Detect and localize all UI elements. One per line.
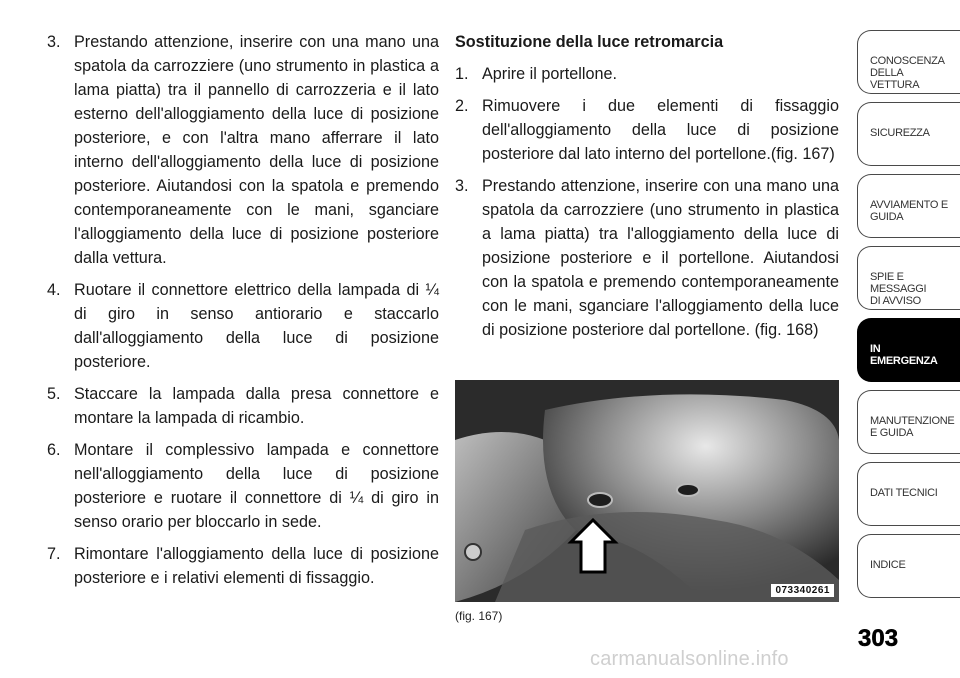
list-item xyxy=(47,382,439,430)
list-item xyxy=(47,30,439,270)
tab-label: SPIE E MESSAGGI DI AVVISO xyxy=(870,271,927,307)
step-number: 3. xyxy=(455,177,469,195)
tab-label: SICUREZZA xyxy=(870,127,930,139)
tab-label: IN EMERGENZA xyxy=(870,343,938,367)
step-text: Aprire il portellone. xyxy=(482,65,617,83)
step-text: Rimontare l'alloggiamento della luce di posizione posteriore e i relativi elementi di fissaggio. xyxy=(74,545,439,587)
right-steps-list xyxy=(455,62,839,342)
chapter-tabs xyxy=(857,30,960,606)
tail-light-housing-illustration xyxy=(455,380,839,602)
figure-caption: (fig. 167) xyxy=(455,609,503,623)
step-number: 7. xyxy=(47,545,61,563)
tab-conoscenza-della-vettura[interactable] xyxy=(857,30,960,94)
tab-label: AVVIAMENTO E GUIDA xyxy=(870,199,948,223)
list-item xyxy=(47,438,439,534)
list-item xyxy=(455,174,839,342)
figure-photo xyxy=(455,380,839,602)
step-number: 3. xyxy=(47,33,61,51)
tab-label: DATI TECNICI xyxy=(870,487,938,499)
step-text: Staccare la lampada dalla presa connettore e montare la lampada di ricambio. xyxy=(74,385,439,427)
list-item xyxy=(455,94,839,166)
tab-in-emergenza[interactable] xyxy=(857,318,960,382)
left-column xyxy=(47,30,439,598)
step-number: 2. xyxy=(455,97,469,115)
step-text: Prestando attenzione, inserire con una mano una spatola da carrozziere (uno strumento in plastica a lama piatta) tra l'alloggiamento della luce di posizione posteriore e il portellone. Aiutandosi con la spatola e premendo contemporaneamente con le mani, sganciare l'alloggiamento della luce di posizione posteriore dal portellone. (fig. 168) xyxy=(482,177,839,339)
list-item xyxy=(47,542,439,590)
tab-label: CONOSCENZA DELLA VETTURA xyxy=(870,55,945,91)
step-number: 1. xyxy=(455,65,469,83)
page-number: 303 xyxy=(858,625,899,652)
section-title: Sostituzione della luce retromarcia xyxy=(455,33,724,51)
tab-spie-e-messaggi[interactable] xyxy=(857,246,960,310)
step-number: 6. xyxy=(47,441,61,459)
left-steps-list xyxy=(47,30,439,590)
step-text: Prestando attenzione, inserire con una mano una spatola da carrozziere (uno strumento in plastica a lama piatta) tra il pannello di carrozzeria e il lato esterno dell'alloggiamento della luce di posizione posteriore, e con l'altra mano afferrare il lato interno dell'alloggiamento della luce di posizione posteriore. Aiutandosi con la spatola e premendo contemporaneamente con le mani, sganciare l'alloggiamento della luce di posizione posteriore dalla vettura. xyxy=(74,33,439,267)
tab-dati-tecnici[interactable] xyxy=(857,462,960,526)
watermark: carmanualsonline.info xyxy=(590,648,789,670)
list-item xyxy=(47,278,439,374)
tab-label: INDICE xyxy=(870,559,906,571)
tab-sicurezza[interactable] xyxy=(857,102,960,166)
step-number: 4. xyxy=(47,281,61,299)
tab-indice[interactable] xyxy=(857,534,960,598)
tab-label: MANUTENZIONE E GUIDA xyxy=(870,415,955,439)
list-item xyxy=(455,62,839,86)
figure-code: 073340261 xyxy=(771,584,834,597)
step-text: Rimuovere i due elementi di fissaggio dell'alloggiamento della luce di posizione posteriore dal lato interno del portellone.(fig. 167) xyxy=(482,97,839,163)
step-text: Montare il complessivo lampada e connettore nell'alloggiamento della luce di posizione posteriore e ruotare il connettore di ¼ di giro in senso orario per bloccarlo in sede. xyxy=(74,441,439,531)
step-number: 5. xyxy=(47,385,61,403)
right-column xyxy=(455,30,839,350)
tab-manutenzione-e-guida[interactable] xyxy=(857,390,960,454)
step-text: Ruotare il connettore elettrico della lampada di ¼ di giro in senso antiorario e staccarlo dall'alloggiamento della luce di posizione posteriore. xyxy=(74,281,439,371)
tab-avviamento-e-guida[interactable] xyxy=(857,174,960,238)
